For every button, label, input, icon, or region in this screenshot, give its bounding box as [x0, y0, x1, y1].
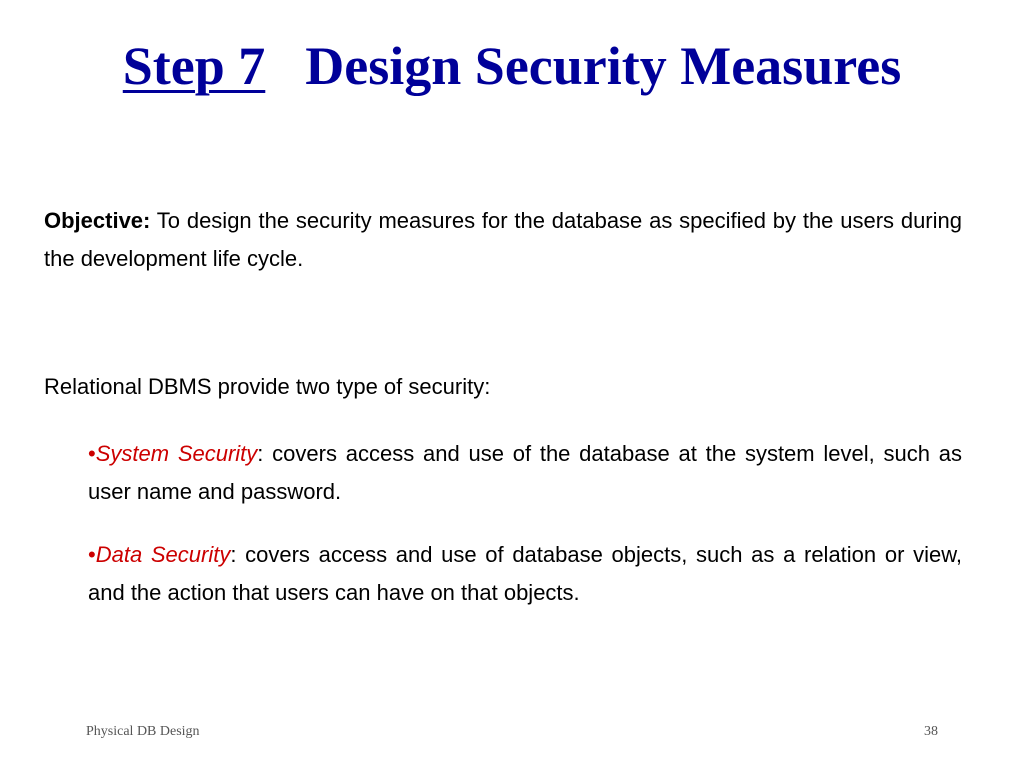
title-step-link[interactable]: Step 7 [122, 36, 266, 96]
slide-title [0, 30, 1024, 102]
bullet-text: : covers access and use of the database at the system level, such as user name and password. [88, 441, 962, 504]
page-number: 38 [924, 724, 938, 739]
bullet-text: : covers access and use of database objects, such as a relation or view, and the action that users can have on that objects. [88, 542, 962, 605]
bullet-data-security [88, 536, 962, 612]
objective-text: To design the security measures for the database as specified by the users during the development life cycle. [44, 208, 962, 271]
security-intro: Relational DBMS provide two type of security: [44, 374, 491, 399]
bullet-term: Data Security [95, 542, 231, 567]
bullet-system-security [88, 435, 962, 511]
title-text: Design Security Measures [305, 36, 902, 96]
footer-title: Physical DB Design [86, 724, 200, 739]
bullet-marker: • [88, 441, 96, 466]
objective-paragraph [44, 202, 962, 278]
bullet-marker: • [88, 542, 96, 567]
objective-label: Objective: [44, 208, 151, 233]
bullet-term: System Security [95, 441, 258, 466]
